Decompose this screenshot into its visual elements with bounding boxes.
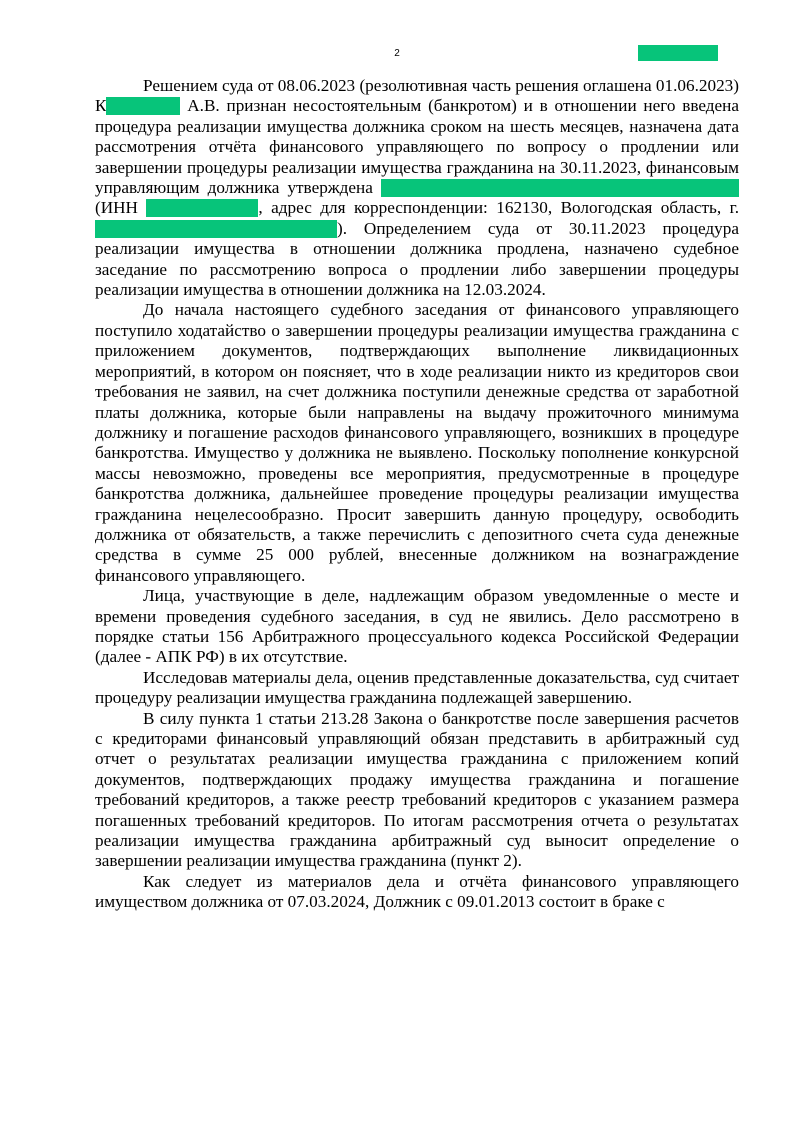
header-redaction xyxy=(638,45,718,61)
paragraph xyxy=(95,872,739,913)
paragraph-text: Решением суда от 08.06.2023 (резолютивная часть решения оглашена 01.06.2023) К xyxy=(95,76,739,116)
paragraph-text: ). Определением суда от 30.11.2023 процедура реализации имущества в отношении должника продлена, назначено судебное заседание по рассмотрению вопроса о продлении либо завершении процедуры реализации имущества в отношении должника на 12.03.2024. xyxy=(95,218,739,300)
paragraph xyxy=(95,586,739,668)
redaction-box xyxy=(381,179,739,197)
redaction-box xyxy=(146,199,258,217)
paragraph-text: Лица, участвующие в деле, надлежащим образом уведомленные о месте и времени проведения судебного заседания, в суд не явились. Дело рассмотрено в порядке статьи 156 Арбитражного процессуального кодекса Российской Федерации (далее - АПК РФ) в их отсутствие. xyxy=(95,586,739,667)
redaction-box xyxy=(106,97,180,115)
paragraph-text: (ИНН xyxy=(95,198,147,218)
paragraph-text: Как следует из материалов дела и отчёта финансового управляющего имуществом должника от 07.03.2024, Должник с 09.01.2013 состоит в браке с xyxy=(95,871,739,912)
redaction-box xyxy=(95,220,337,238)
paragraph xyxy=(95,709,739,872)
paragraph-text: До начала настоящего судебного заседания от финансового управляющего поступило ходатайство о завершении процедуры реализации имущества гражданина с приложением документов, подтверждающих выполнение ликвидационных мероприятий, в котором он поясняет, что в ходе реализации никто из кредиторов свои требования не заявил, на счет должника поступили денежные средства от заработной платы должника, которые были направлены на выдачу прожиточного минимума должнику и погашение расходов финансового управляющего, возникших в процедуре банкротства. Имущество у должника не выявлено. Поскольку пополнение конкурсной массы невозможно, проведены все мероприятия, предусмотренные в процедуре банкротства должника, дальнейшее проведение процедуры реализации имущества гражданина нецелесообразно. Просит завершить данную процедуру, освободить должника от обязательств, а также перечислить с депозитного счета суда денежные средства в сумме 25 000 рублей, внесенные должником на вознаграждение финансового управляющего. xyxy=(95,300,739,585)
paragraph xyxy=(95,300,739,586)
paragraph-text: Исследовав материалы дела, оценив представленные доказательства, суд считает процедуру реализации имущества гражданина подлежащей завершению. xyxy=(95,667,739,708)
paragraph-text: В силу пункта 1 статьи 213.28 Закона о банкротстве после завершения расчетов с кредиторами финансовый управляющий обязан представить в арбитражный суд отчет о результатах реализации имущества гражданина с приложением копий документов, подтверждающих продажу имущества гражданина и погашение требований кредиторов, а также реестр требований кредиторов с указанием размера погашенных требований кредиторов. По итогам рассмотрения отчета о результатах реализации имущества гражданина арбитражный суд выносит определение о завершении реализации имущества гражданина (пункт 2). xyxy=(95,708,739,871)
document-body xyxy=(95,76,739,913)
paragraph-text: А.В. признан несостоятельным (банкротом) и в отношении него введена процедура реализации имущества должника сроком на шесть месяцев, назначена дата рассмотрения отчёта финансового управляющего по вопросу о продлении или завершении процедуры реализации имущества гражданина на 30.11.2023, финансовым управляющим должника утверждена xyxy=(95,96,739,198)
paragraph xyxy=(95,668,739,709)
paragraph-text: , адрес для корреспонденции: 162130, Вологодская область, г. xyxy=(258,198,739,218)
page-number: 2 xyxy=(394,48,400,59)
paragraph xyxy=(95,76,739,300)
